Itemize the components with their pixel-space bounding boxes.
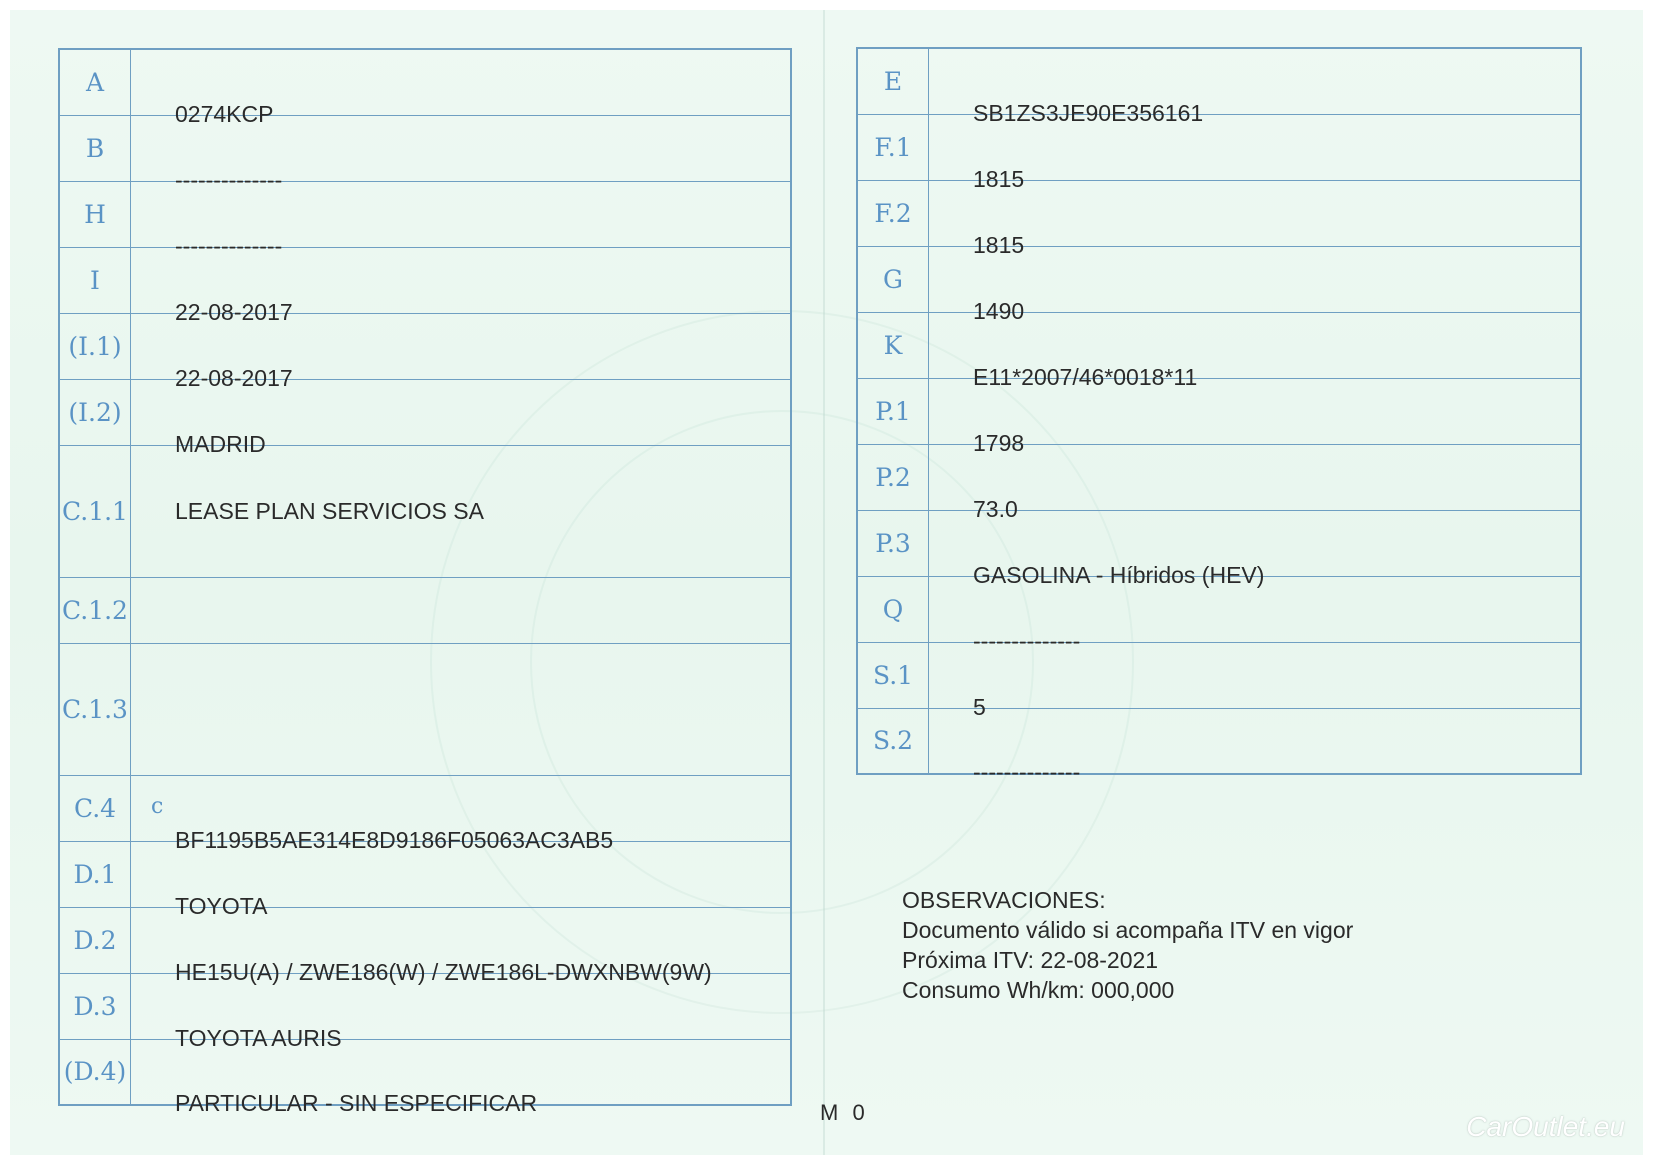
field-row-c11 bbox=[59, 445, 791, 577]
field-value: 1815 bbox=[973, 165, 1025, 192]
field-row-h bbox=[59, 181, 791, 247]
field-value: -------------- bbox=[973, 627, 1081, 654]
field-value-cell bbox=[929, 114, 1582, 192]
field-value: PARTICULAR - SIN ESPECIFICAR bbox=[175, 1090, 538, 1116]
field-row-q bbox=[857, 576, 1581, 642]
field-value-cell bbox=[929, 48, 1582, 126]
field-code: P.2 bbox=[857, 444, 929, 510]
field-value-cell bbox=[131, 379, 792, 457]
field-code: C.1.2 bbox=[59, 577, 131, 643]
field-code: F.1 bbox=[857, 114, 929, 180]
field-row-s1 bbox=[857, 642, 1581, 708]
observations-block bbox=[902, 885, 1353, 1005]
field-code: C.1.3 bbox=[59, 643, 131, 775]
observation-line: Documento válido si acompaña ITV en vigor bbox=[902, 917, 1354, 943]
field-row-d1 bbox=[59, 841, 791, 907]
field-row-k bbox=[857, 312, 1581, 378]
field-code: S.2 bbox=[857, 708, 929, 774]
mark-m0: M 0 bbox=[820, 1100, 869, 1125]
field-code: C.1.1 bbox=[59, 445, 131, 577]
field-value: TOYOTA bbox=[175, 892, 268, 919]
field-code: (I.2) bbox=[59, 379, 131, 445]
right-fields-table bbox=[856, 47, 1582, 785]
field-code: A bbox=[59, 49, 131, 115]
field-value: SB1ZS3JE90E356161 bbox=[973, 99, 1204, 126]
field-value-cell bbox=[131, 1039, 792, 1116]
field-value-cell bbox=[929, 246, 1582, 324]
field-code: D.1 bbox=[59, 841, 131, 907]
field-value: LEASE PLAN SERVICIOS SA bbox=[175, 498, 484, 524]
left-fields-table bbox=[58, 48, 792, 1116]
field-code: G bbox=[857, 246, 929, 312]
field-value-cell bbox=[131, 49, 792, 127]
field-row-f1 bbox=[857, 114, 1581, 180]
field-row-g bbox=[857, 246, 1581, 312]
field-row-d4 bbox=[59, 1039, 791, 1105]
field-value: HE15U(A) / ZWE186(W) / ZWE186L-DWXNBW(9W) bbox=[175, 958, 712, 985]
field-value: 22-08-2017 bbox=[175, 364, 293, 391]
field-value-cell bbox=[131, 841, 792, 919]
field-row-s2 bbox=[857, 708, 1581, 774]
field-row-c13 bbox=[59, 643, 791, 775]
field-row-i bbox=[59, 247, 791, 313]
field-code: S.1 bbox=[857, 642, 929, 708]
field-code: Q bbox=[857, 576, 929, 642]
field-code: P.3 bbox=[857, 510, 929, 576]
page-fold bbox=[823, 10, 825, 1155]
observations-heading: OBSERVACIONES: bbox=[902, 887, 1106, 913]
field-code: (D.4) bbox=[59, 1039, 131, 1105]
field-value-cell bbox=[131, 247, 792, 325]
observation-line: Consumo Wh/km: 000,000 bbox=[902, 977, 1175, 1003]
field-row-e bbox=[857, 48, 1581, 114]
field-value-cell bbox=[929, 378, 1582, 456]
field-row-d3 bbox=[59, 973, 791, 1039]
field-value: BF1195B5AE314E8D9186F05063AC3AB5 bbox=[175, 826, 614, 853]
field-code: K bbox=[857, 312, 929, 378]
field-value-cell bbox=[929, 708, 1582, 785]
field-value-cell bbox=[131, 775, 792, 853]
field-value-cell bbox=[131, 907, 792, 985]
field-value: TOYOTA AURIS bbox=[175, 1024, 342, 1051]
field-row-b bbox=[59, 115, 791, 181]
field-code: B bbox=[59, 115, 131, 181]
field-value: 5 bbox=[973, 693, 986, 720]
field-value: 22-08-2017 bbox=[175, 298, 293, 325]
field-code: I bbox=[59, 247, 131, 313]
field-value: 1815 bbox=[973, 231, 1025, 258]
field-row-d2 bbox=[59, 907, 791, 973]
field-row-c12 bbox=[59, 577, 791, 643]
field-row-a bbox=[59, 49, 791, 115]
field-row-i1 bbox=[59, 313, 791, 379]
field-value-cell bbox=[131, 313, 792, 391]
field-value-cell bbox=[131, 181, 792, 259]
field-value: 1798 bbox=[973, 429, 1025, 456]
registration-document bbox=[10, 10, 1643, 1155]
field-value-cell bbox=[929, 444, 1582, 522]
field-code: (I.1) bbox=[59, 313, 131, 379]
field-row-i2 bbox=[59, 379, 791, 445]
field-value: 1490 bbox=[973, 297, 1025, 324]
field-value: E11*2007/46*0018*11 bbox=[973, 363, 1198, 390]
field-value-cell bbox=[131, 445, 792, 577]
field-value-cell bbox=[929, 312, 1582, 390]
field-value-cell bbox=[131, 973, 792, 1051]
field-code: D.3 bbox=[59, 973, 131, 1039]
field-value: 0274KCP bbox=[175, 100, 274, 127]
observation-line: Próxima ITV: 22-08-2021 bbox=[902, 947, 1159, 973]
field-row-p1 bbox=[857, 378, 1581, 444]
field-value-cell bbox=[929, 642, 1582, 720]
field-code: E bbox=[857, 48, 929, 114]
field-row-p3 bbox=[857, 510, 1581, 576]
field-value: MADRID bbox=[175, 430, 266, 457]
field-code: D.2 bbox=[59, 907, 131, 973]
field-value-cell bbox=[131, 577, 792, 643]
field-value: -------------- bbox=[175, 166, 283, 193]
field-value-cell bbox=[131, 643, 792, 775]
field-value: GASOLINA - Híbridos (HEV) bbox=[973, 561, 1265, 588]
field-value: 73.0 bbox=[973, 495, 1018, 522]
field-value: -------------- bbox=[973, 759, 1081, 785]
field-code: F.2 bbox=[857, 180, 929, 246]
field-row-p2 bbox=[857, 444, 1581, 510]
field-row-c4 bbox=[59, 775, 791, 841]
field-value-cell bbox=[131, 115, 792, 193]
field-mark: c bbox=[151, 793, 164, 819]
field-value-cell bbox=[929, 180, 1582, 258]
field-value-cell bbox=[929, 510, 1582, 588]
field-code: H bbox=[59, 181, 131, 247]
watermark: CarOutlet.eu bbox=[1466, 1111, 1625, 1142]
field-value: -------------- bbox=[175, 232, 283, 259]
field-code: C.4 bbox=[59, 775, 131, 841]
field-value-cell bbox=[929, 576, 1582, 654]
field-code: P.1 bbox=[857, 378, 929, 444]
field-row-f2 bbox=[857, 180, 1581, 246]
